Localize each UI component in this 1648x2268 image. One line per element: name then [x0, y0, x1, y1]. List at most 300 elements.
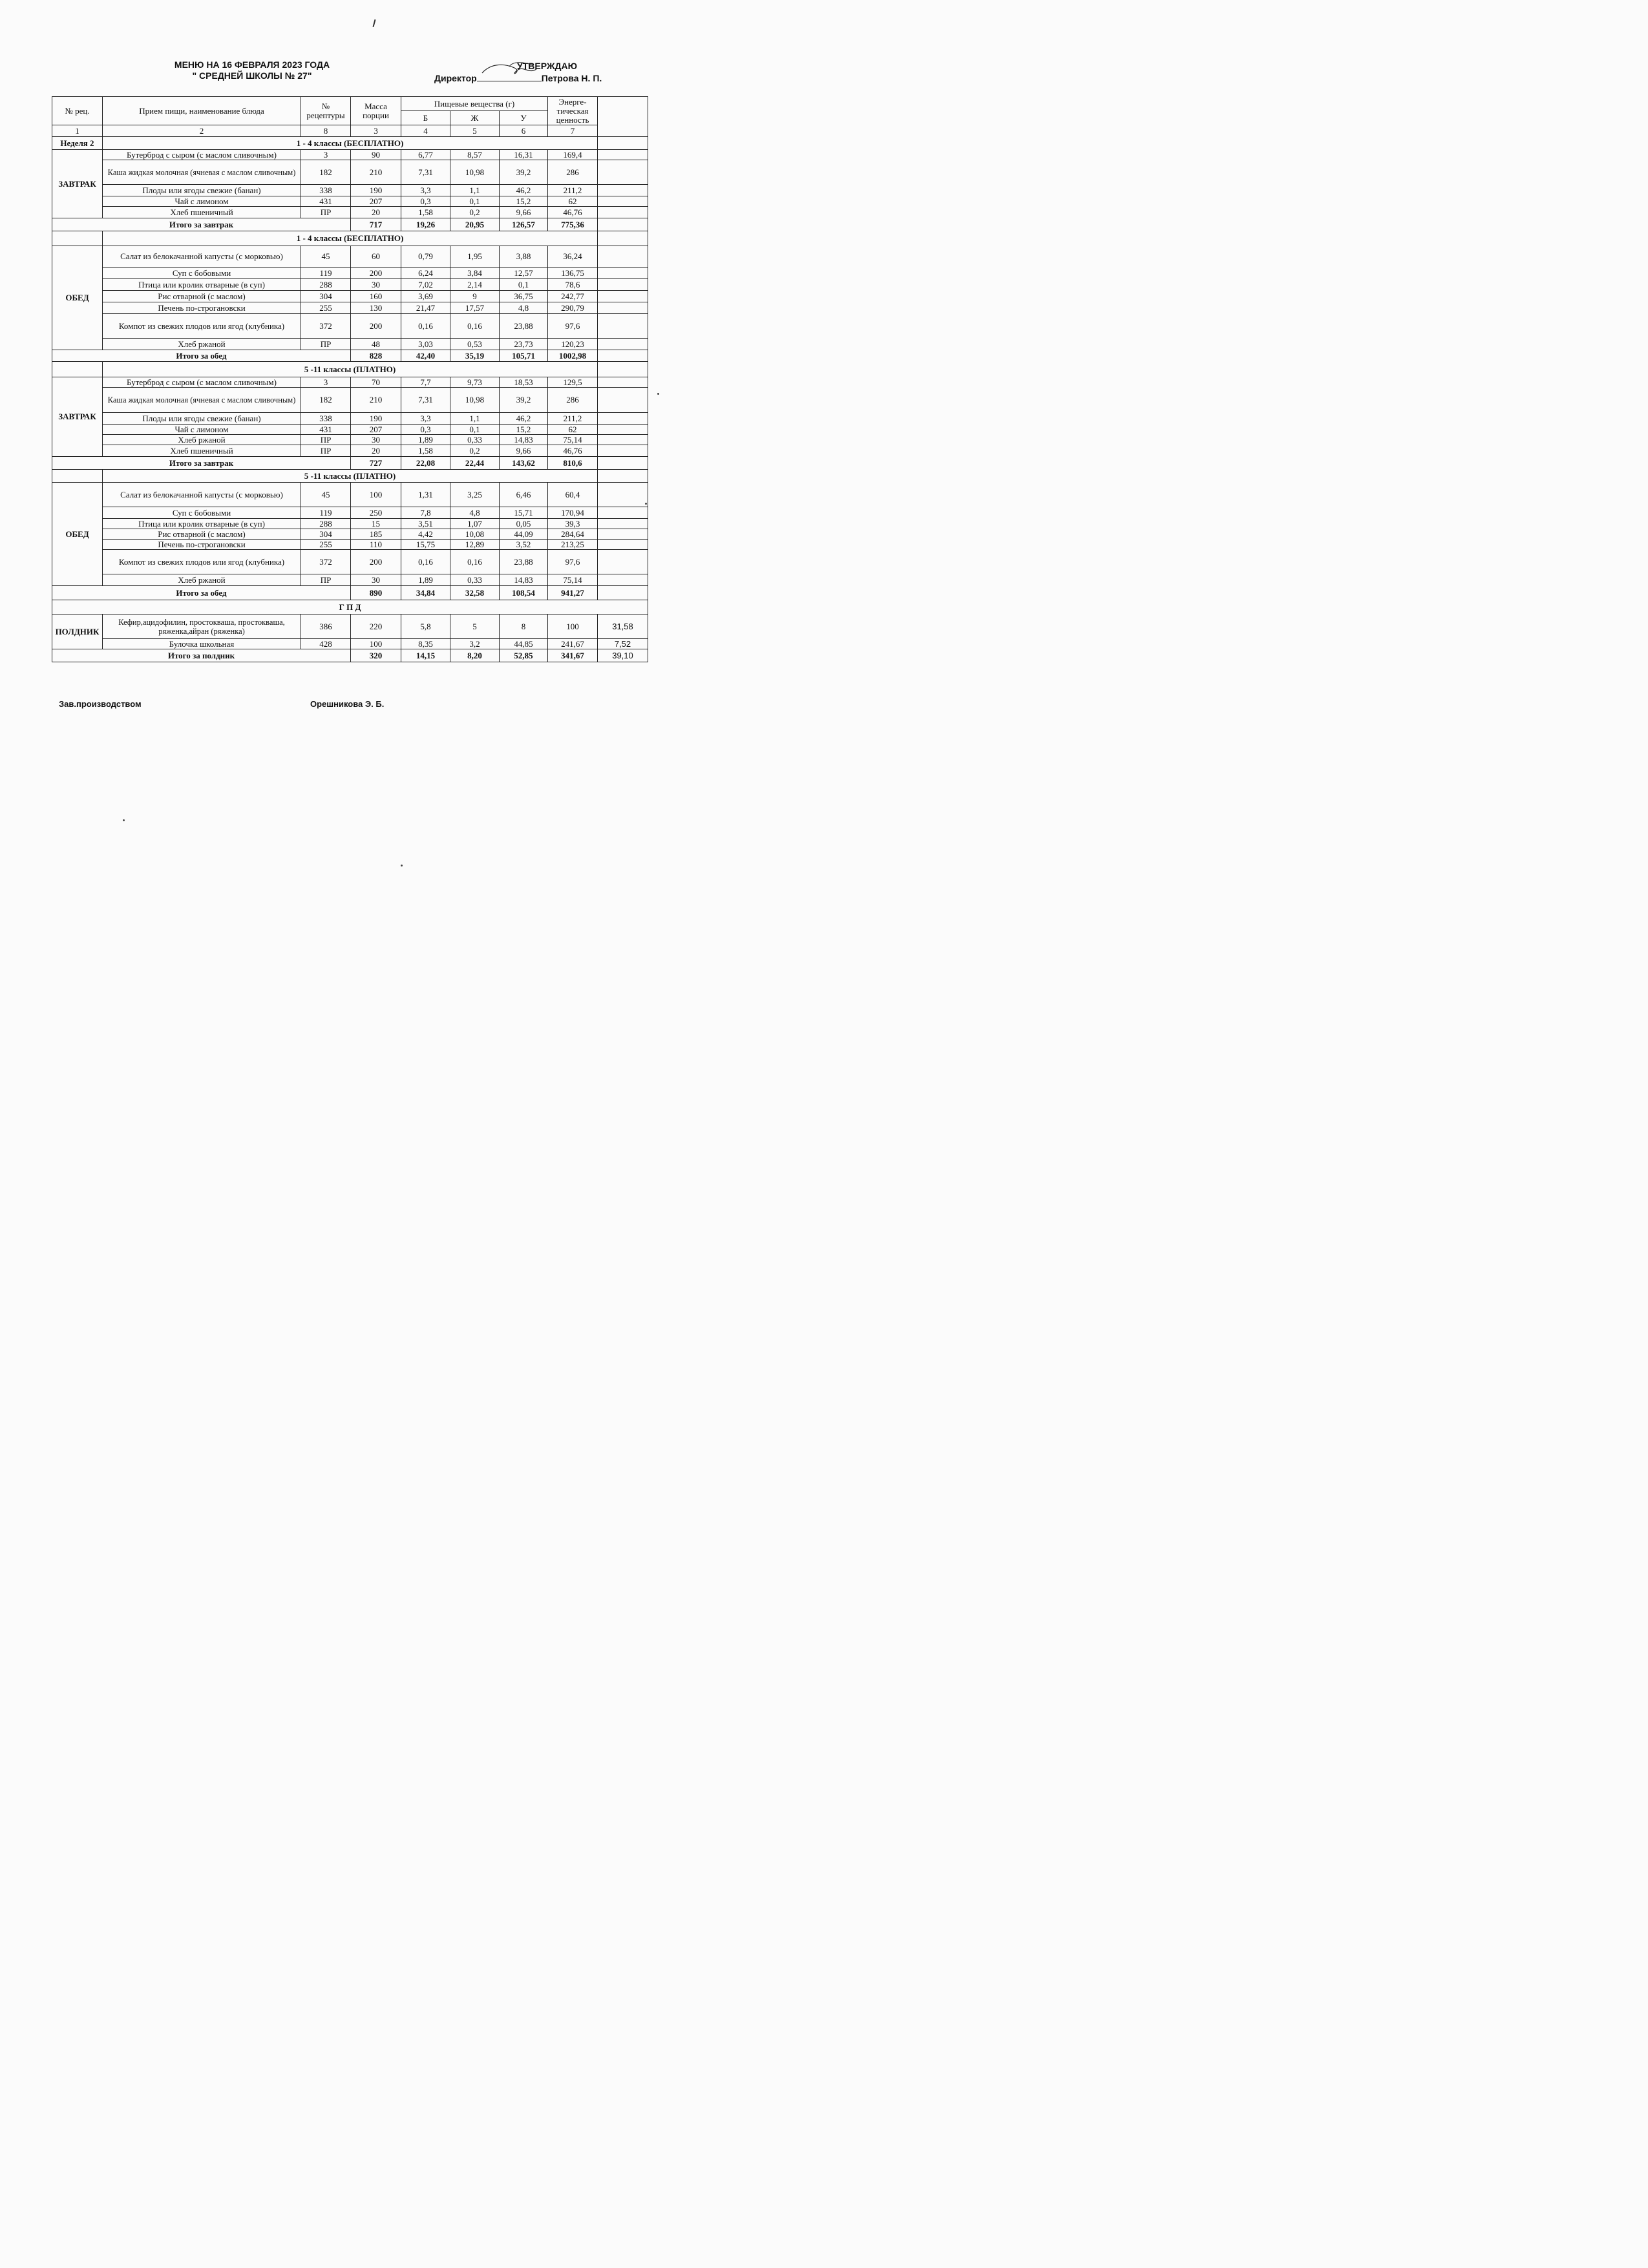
- fat-value: 2,14: [450, 279, 500, 291]
- dish-name: Плоды или ягоды свежие (банан): [103, 413, 301, 425]
- section-title-extra: [598, 231, 648, 246]
- menu-item-row: [52, 639, 648, 649]
- fat-value: 9,73: [450, 377, 500, 388]
- portion-mass: 220: [351, 614, 401, 639]
- energy-value: 62: [548, 425, 598, 435]
- menu-item-row: [52, 529, 648, 540]
- dish-name: Каша жидкая молочная (ячневая с маслом сливочным): [103, 388, 301, 413]
- director-name: Петрова Н. П.: [541, 73, 602, 83]
- dish-name: Бутерброд с сыром (с маслом сливочным): [103, 150, 301, 160]
- energy-value: 211,2: [548, 185, 598, 196]
- extra-value: [598, 445, 648, 457]
- meal-label: ЗАВТРАК: [52, 150, 103, 218]
- recipe-no: 386: [301, 614, 351, 639]
- dish-name: Булочка школьная: [103, 639, 301, 649]
- energy-value: 62: [548, 196, 598, 207]
- total-extra: [598, 457, 648, 470]
- meal-label: ПОЛДНИК: [52, 614, 103, 649]
- director-row: [434, 73, 602, 83]
- portion-mass: 60: [351, 246, 401, 268]
- extra-value: [598, 291, 648, 302]
- dish-name: Каша жидкая молочная (ячневая с маслом сливочным): [103, 160, 301, 185]
- extra-value: [598, 339, 648, 350]
- header-zh: Ж: [450, 111, 500, 125]
- dish-name: Салат из белокачанной капусты (с морковью): [103, 246, 301, 268]
- energy-value: 46,76: [548, 445, 598, 457]
- carb-value: 23,88: [500, 314, 548, 339]
- recipe-no: 119: [301, 507, 351, 519]
- total-row: [52, 649, 648, 662]
- section-title-extra: [598, 470, 648, 483]
- extra-value: [598, 483, 648, 507]
- section-title: Г П Д: [52, 600, 648, 614]
- section-title-row: [52, 137, 648, 150]
- energy-value: 284,64: [548, 529, 598, 540]
- energy-value: 75,14: [548, 435, 598, 445]
- extra-value: [598, 279, 648, 291]
- energy-value: 241,67: [548, 639, 598, 649]
- recipe-no: ПР: [301, 445, 351, 457]
- portion-mass: 207: [351, 425, 401, 435]
- recipe-no: ПР: [301, 207, 351, 218]
- portion-mass: 185: [351, 529, 401, 540]
- menu-item-row: [52, 185, 648, 196]
- fat-value: 10,98: [450, 388, 500, 413]
- portion-mass: 160: [351, 291, 401, 302]
- energy-value: 286: [548, 388, 598, 413]
- dish-name: Кефир,ацидофилин, простокваша, простокваша, ряженка,айран (ряженка): [103, 614, 301, 639]
- protein-value: 6,24: [401, 268, 450, 279]
- recipe-no: 3: [301, 377, 351, 388]
- extra-value: [598, 507, 648, 519]
- energy-value: 211,2: [548, 413, 598, 425]
- header-b: Б: [401, 111, 450, 125]
- extra-value: [598, 574, 648, 586]
- menu-item-row: [52, 246, 648, 268]
- fat-value: 0,53: [450, 339, 500, 350]
- fat-value: 0,16: [450, 550, 500, 574]
- fat-value: 10,08: [450, 529, 500, 540]
- total-mass: 320: [351, 649, 401, 662]
- menu-item-row: [52, 425, 648, 435]
- energy-value: 36,24: [548, 246, 598, 268]
- protein-value: 7,8: [401, 507, 450, 519]
- total-mass: 890: [351, 586, 401, 600]
- total-extra: [598, 218, 648, 231]
- energy-value: 97,6: [548, 314, 598, 339]
- recipe-no: 431: [301, 196, 351, 207]
- footer-position: Зав.производством: [59, 699, 142, 709]
- recipe-no: 304: [301, 529, 351, 540]
- total-carb: 108,54: [500, 586, 548, 600]
- energy-value: 60,4: [548, 483, 598, 507]
- extra-value: [598, 150, 648, 160]
- carb-value: 14,83: [500, 574, 548, 586]
- dish-name: Птица или кролик отварные (в суп): [103, 519, 301, 529]
- menu-item-row: [52, 207, 648, 218]
- extra-value: 31,58: [598, 614, 648, 639]
- energy-value: 97,6: [548, 550, 598, 574]
- portion-mass: 100: [351, 639, 401, 649]
- total-extra: [598, 350, 648, 362]
- dish-name: Компот из свежих плодов или ягод (клубника): [103, 550, 301, 574]
- carb-value: 8: [500, 614, 548, 639]
- signature-icon: [477, 61, 542, 81]
- menu-item-row: [52, 540, 648, 550]
- total-protein: 14,15: [401, 649, 450, 662]
- header-u: У: [500, 111, 548, 125]
- recipe-no: 255: [301, 540, 351, 550]
- recipe-no: 338: [301, 413, 351, 425]
- scan-dot: [123, 819, 125, 821]
- carb-value: 18,53: [500, 377, 548, 388]
- dish-name: Хлеб пшеничный: [103, 445, 301, 457]
- total-carb: 143,62: [500, 457, 548, 470]
- scan-dot: [657, 393, 659, 395]
- protein-value: 15,75: [401, 540, 450, 550]
- fat-value: 0,33: [450, 574, 500, 586]
- portion-mass: 200: [351, 268, 401, 279]
- fat-value: 3,2: [450, 639, 500, 649]
- total-fat: 8,20: [450, 649, 500, 662]
- carb-value: 12,57: [500, 268, 548, 279]
- meal-label: ЗАВТРАК: [52, 377, 103, 457]
- title-line-2: " СРЕДНЕЙ ШКОЛЫ № 27": [192, 70, 312, 81]
- fat-value: 0,1: [450, 425, 500, 435]
- portion-mass: 200: [351, 550, 401, 574]
- menu-item-row: [52, 196, 648, 207]
- protein-value: 5,8: [401, 614, 450, 639]
- dish-name: Хлеб ржаной: [103, 574, 301, 586]
- portion-mass: 130: [351, 302, 401, 314]
- protein-value: 3,03: [401, 339, 450, 350]
- dish-name: Салат из белокачанной капусты (с морковью): [103, 483, 301, 507]
- protein-value: 7,7: [401, 377, 450, 388]
- recipe-no: 431: [301, 425, 351, 435]
- recipe-no: 428: [301, 639, 351, 649]
- protein-value: 3,3: [401, 185, 450, 196]
- menu-item-row: [52, 150, 648, 160]
- extra-value: [598, 550, 648, 574]
- recipe-no: ПР: [301, 574, 351, 586]
- extra-value: [598, 185, 648, 196]
- carb-value: 15,2: [500, 196, 548, 207]
- dish-name: Печень по-строгановски: [103, 540, 301, 550]
- recipe-no: 255: [301, 302, 351, 314]
- portion-mass: 250: [351, 507, 401, 519]
- header-nutrients: Пищевые вещества (г): [401, 97, 548, 111]
- carb-value: 39,2: [500, 160, 548, 185]
- portion-mass: 200: [351, 314, 401, 339]
- carb-value: 0,1: [500, 279, 548, 291]
- scan-mark: [372, 19, 375, 27]
- dish-name: Компот из свежих плодов или ягод (клубника): [103, 314, 301, 339]
- energy-value: 75,14: [548, 574, 598, 586]
- total-energy: 341,67: [548, 649, 598, 662]
- protein-value: 7,31: [401, 160, 450, 185]
- menu-item-row: [52, 445, 648, 457]
- energy-value: 213,25: [548, 540, 598, 550]
- week-label: Неделя 2: [52, 137, 103, 150]
- energy-value: 290,79: [548, 302, 598, 314]
- total-label: Итого за полдник: [52, 649, 351, 662]
- fat-value: 17,57: [450, 302, 500, 314]
- dish-name: Птица или кролик отварные (в суп): [103, 279, 301, 291]
- portion-mass: 207: [351, 196, 401, 207]
- portion-mass: 190: [351, 185, 401, 196]
- header-meal-name: Прием пищи, наименование блюда: [103, 97, 301, 125]
- menu-item-row: [52, 507, 648, 519]
- energy-value: 170,94: [548, 507, 598, 519]
- carb-value: 15,71: [500, 507, 548, 519]
- total-label: Итого за обед: [52, 350, 351, 362]
- protein-value: 4,42: [401, 529, 450, 540]
- carb-value: 4,8: [500, 302, 548, 314]
- portion-mass: 100: [351, 483, 401, 507]
- extra-value: [598, 246, 648, 268]
- extra-value: [598, 160, 648, 185]
- section-title: 1 - 4 классы (БЕСПЛАТНО): [103, 231, 598, 246]
- colnum: 4: [401, 125, 450, 137]
- recipe-no: 372: [301, 550, 351, 574]
- section-title-row: [52, 600, 648, 614]
- title-line-1: МЕНЮ НА 16 ФЕВРАЛЯ 2023 ГОДА: [174, 59, 330, 70]
- energy-value: 136,75: [548, 268, 598, 279]
- protein-value: 7,31: [401, 388, 450, 413]
- approve-label: УТВЕРЖДАЮ: [517, 61, 578, 71]
- total-protein: 42,40: [401, 350, 450, 362]
- recipe-no: 288: [301, 519, 351, 529]
- section-title: 5 -11 классы (ПЛАТНО): [103, 470, 598, 483]
- total-fat: 22,44: [450, 457, 500, 470]
- fat-value: 0,16: [450, 314, 500, 339]
- energy-value: 242,77: [548, 291, 598, 302]
- portion-mass: 90: [351, 150, 401, 160]
- scan-dot: [401, 865, 403, 866]
- fat-value: 9: [450, 291, 500, 302]
- carb-value: 3,88: [500, 246, 548, 268]
- menu-item-row: [52, 435, 648, 445]
- recipe-no: ПР: [301, 339, 351, 350]
- menu-item-row: [52, 339, 648, 350]
- colnum: 7: [548, 125, 598, 137]
- portion-mass: 30: [351, 279, 401, 291]
- energy-value: 46,76: [548, 207, 598, 218]
- carb-value: 15,2: [500, 425, 548, 435]
- document-title: [165, 59, 339, 81]
- protein-value: 0,3: [401, 425, 450, 435]
- recipe-no: 45: [301, 246, 351, 268]
- recipe-no: 338: [301, 185, 351, 196]
- total-label: Итого за обед: [52, 586, 351, 600]
- total-carb: 52,85: [500, 649, 548, 662]
- dish-name: Чай с лимоном: [103, 425, 301, 435]
- total-energy: 1002,98: [548, 350, 598, 362]
- extra-value: [598, 377, 648, 388]
- dish-name: Печень по-строгановски: [103, 302, 301, 314]
- total-protein: 22,08: [401, 457, 450, 470]
- menu-item-row: [52, 574, 648, 586]
- extra-value: [598, 268, 648, 279]
- energy-value: 100: [548, 614, 598, 639]
- total-carb: 105,71: [500, 350, 548, 362]
- recipe-no: ПР: [301, 435, 351, 445]
- energy-value: 39,3: [548, 519, 598, 529]
- menu-item-row: [52, 268, 648, 279]
- recipe-no: 182: [301, 160, 351, 185]
- fat-value: 1,1: [450, 185, 500, 196]
- protein-value: 0,16: [401, 314, 450, 339]
- fat-value: 4,8: [450, 507, 500, 519]
- fat-value: 1,07: [450, 519, 500, 529]
- signature-line: [477, 73, 542, 81]
- total-energy: 941,27: [548, 586, 598, 600]
- extra-value: [598, 302, 648, 314]
- total-protein: 34,84: [401, 586, 450, 600]
- carb-value: 9,66: [500, 207, 548, 218]
- dish-name: Хлеб ржаной: [103, 339, 301, 350]
- menu-item-row: [52, 160, 648, 185]
- carb-value: 44,09: [500, 529, 548, 540]
- menu-item-row: [52, 302, 648, 314]
- protein-value: 6,77: [401, 150, 450, 160]
- protein-value: 3,51: [401, 519, 450, 529]
- fat-value: 0,33: [450, 435, 500, 445]
- section-title-row: [52, 470, 648, 483]
- extra-value: [598, 314, 648, 339]
- total-energy: 810,6: [548, 457, 598, 470]
- total-energy: 775,36: [548, 218, 598, 231]
- fat-value: 3,84: [450, 268, 500, 279]
- dish-name: Бутерброд с сыром (с маслом сливочным): [103, 377, 301, 388]
- portion-mass: 20: [351, 207, 401, 218]
- carb-value: 46,2: [500, 413, 548, 425]
- section-title: 5 -11 классы (ПЛАТНО): [103, 362, 598, 377]
- total-mass: 828: [351, 350, 401, 362]
- scan-dot: [645, 503, 647, 505]
- total-fat: 20,95: [450, 218, 500, 231]
- carb-value: 23,88: [500, 550, 548, 574]
- meal-label: ОБЕД: [52, 483, 103, 586]
- carb-value: 46,2: [500, 185, 548, 196]
- fat-value: 8,57: [450, 150, 500, 160]
- dish-name: Суп с бобовыми: [103, 507, 301, 519]
- carb-value: 6,46: [500, 483, 548, 507]
- section-title-blank: [52, 362, 103, 377]
- fat-value: 1,1: [450, 413, 500, 425]
- menu-item-row: [52, 291, 648, 302]
- menu-item-row: [52, 314, 648, 339]
- colnum: 6: [500, 125, 548, 137]
- recipe-no: 45: [301, 483, 351, 507]
- portion-mass: 110: [351, 540, 401, 550]
- fat-value: 0,1: [450, 196, 500, 207]
- portion-mass: 48: [351, 339, 401, 350]
- protein-value: 3,69: [401, 291, 450, 302]
- colnum: 5: [450, 125, 500, 137]
- total-row: [52, 350, 648, 362]
- extra-value: [598, 196, 648, 207]
- menu-item-row: [52, 413, 648, 425]
- total-fat: 35,19: [450, 350, 500, 362]
- recipe-no: 304: [301, 291, 351, 302]
- director-label: Директор: [434, 73, 477, 83]
- protein-value: 0,3: [401, 196, 450, 207]
- menu-item-row: [52, 550, 648, 574]
- protein-value: 8,35: [401, 639, 450, 649]
- total-mass: 727: [351, 457, 401, 470]
- carb-value: 16,31: [500, 150, 548, 160]
- meal-label: ОБЕД: [52, 246, 103, 350]
- portion-mass: 30: [351, 574, 401, 586]
- dish-name: Плоды или ягоды свежие (банан): [103, 185, 301, 196]
- dish-name: Хлеб пшеничный: [103, 207, 301, 218]
- portion-mass: 20: [351, 445, 401, 457]
- menu-item-row: [52, 377, 648, 388]
- column-number-row: [52, 125, 648, 137]
- recipe-no: 119: [301, 268, 351, 279]
- protein-value: 0,79: [401, 246, 450, 268]
- recipe-no: 182: [301, 388, 351, 413]
- energy-value: 286: [548, 160, 598, 185]
- dish-name: Хлеб ржаной: [103, 435, 301, 445]
- extra-value: [598, 413, 648, 425]
- section-title-blank: [52, 470, 103, 483]
- total-mass: 717: [351, 218, 401, 231]
- carb-value: 0,05: [500, 519, 548, 529]
- colnum: 2: [103, 125, 301, 137]
- total-label: Итого за завтрак: [52, 218, 351, 231]
- menu-item-row: [52, 279, 648, 291]
- recipe-no: 288: [301, 279, 351, 291]
- energy-value: 129,5: [548, 377, 598, 388]
- portion-mass: 210: [351, 160, 401, 185]
- menu-table: [52, 96, 648, 662]
- extra-value: 7,52: [598, 639, 648, 649]
- dish-name: Рис отварной (с маслом): [103, 291, 301, 302]
- header-recipe-no: № рецептуры: [301, 97, 351, 125]
- protein-value: 1,58: [401, 207, 450, 218]
- section-title-extra: [598, 137, 648, 150]
- fat-value: 12,89: [450, 540, 500, 550]
- header-energy: Энерге-тическая ценность: [548, 97, 598, 125]
- protein-value: 1,89: [401, 574, 450, 586]
- colnum: 8: [301, 125, 351, 137]
- menu-item-row: [52, 614, 648, 639]
- fat-value: 0,2: [450, 207, 500, 218]
- carb-value: 3,52: [500, 540, 548, 550]
- footer-name: Орешникова Э. Б.: [310, 699, 385, 709]
- protein-value: 1,31: [401, 483, 450, 507]
- carb-value: 9,66: [500, 445, 548, 457]
- carb-value: 14,83: [500, 435, 548, 445]
- header-extra: [598, 97, 648, 137]
- fat-value: 10,98: [450, 160, 500, 185]
- energy-value: 78,6: [548, 279, 598, 291]
- extra-value: [598, 388, 648, 413]
- total-extra: 39,10: [598, 649, 648, 662]
- energy-value: 169,4: [548, 150, 598, 160]
- total-row: [52, 457, 648, 470]
- extra-value: [598, 540, 648, 550]
- total-row: [52, 586, 648, 600]
- extra-value: [598, 435, 648, 445]
- protein-value: 1,58: [401, 445, 450, 457]
- dish-name: Рис отварной (с маслом): [103, 529, 301, 540]
- total-extra: [598, 586, 648, 600]
- extra-value: [598, 425, 648, 435]
- dish-name: Суп с бобовыми: [103, 268, 301, 279]
